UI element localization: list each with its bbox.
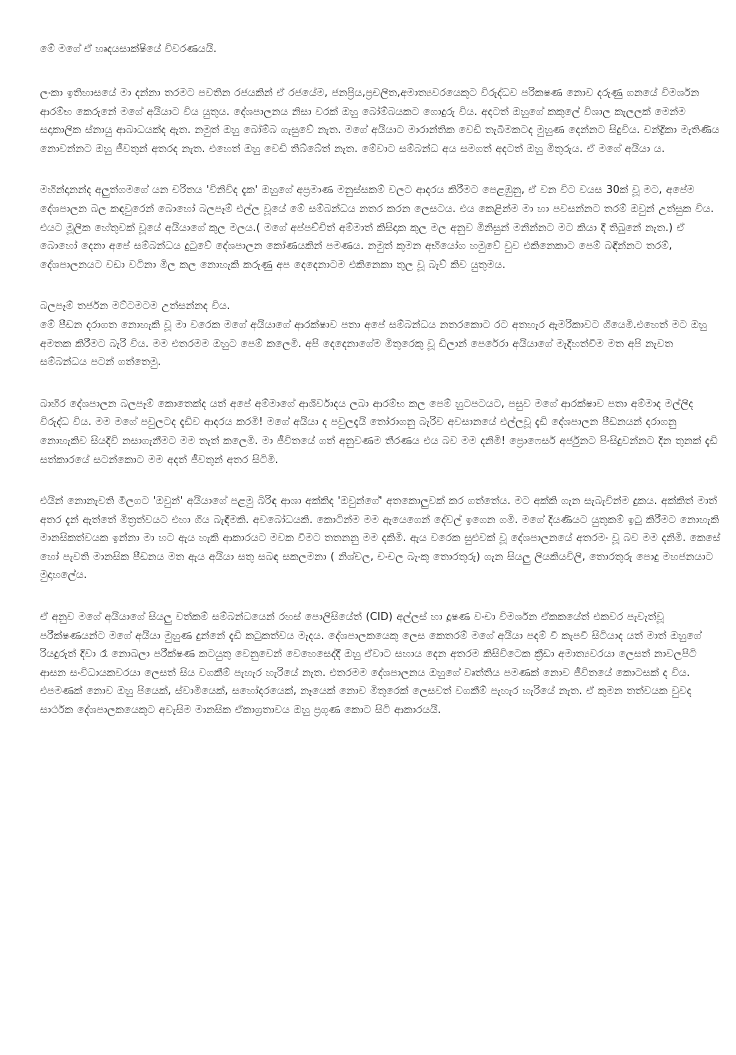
paragraph: ලංකා ඉතිහාසයේ මා දන්නා තරමට පවතින රජයකින් ඒ රජයේම, ජනප්‍රිය,ප්‍රචලිත,අමාත්‍යවරයෙකුට විරුද්ධව පරිකෂණ නොව දරුණු ගනයේ විමර්ශන ආරම්භ කෙරුනේ මගේ අයියාට විය යුතුය. දේශපාලනය නිසා වරක් ඔහු බෝම්බයකට ගොදුරු විය. අදටත් ඔහුගේ කකුලේ විශාල කැලලක් මෙන්ම සදාකාලික ස්නායු ආබාධයක්ද ඇත. නමුත් ඔහු බෝම්බ ගැසුවේ නැත. මගේ අයියාට මාරාන්තික වෙඩි තැබීමකටද මුහුණ දෙන්නට සිදුවිය. චන්ද්‍රිකා මැතිණිය නොවන්නට ඔහු ජීවතුන් අතරද නැත. එහෙත් ඔහු වෙඩි තිබ්බේත් නැත. මේවාට සම්බන්ධ අය සමගත් අදටත් ඔහු මිතුරුය. ඒ මගේ අයියා ය. — [40, 87, 720, 155]
paragraph: එයින් නොනැවති මීලගට 'ඔවුන්' අයියාගේ පළමු බිරිඳ ආශා අක්කිද 'ඔවුන්ගේ' අතකොලුවක් කර ගත්තේය. මට අක්කි ගැන සැබැවින්ම දුකය. අක්කිත් මාත් අතර දැන් ඇත්තේ මිත්‍රත්වයට එහා ගිය බැඳීමකි. අවබෝධයකි. කොටින්ම මම ඇයෙගෙන් දේවල් ඉගෙන ගමි. මගේ දියණියට යුතුකම් ඉටු කිරීමට නොහැකි මානසිකත්වයක ඉන්නා මා හට ඇය හැකි ආකාරයට මවක වීමට තතනනු මම දකිමි. ඇය වරෙක සුළුවක් වූ දේශපාලනයේ අතරමං වූ බව මම දනිමි. කෙසේ හෝ පැවති මානසික පීඩනය මත ඇය අයියා සතු සබඳ සකලමනා ( නිශ්චල, චංචල බැංකු තොරතුරු) ගැන සියලු ලියකියවිලි, තොරතුරු පොදු මහජනයාට මුදාහලේය. — [40, 495, 721, 582]
paragraph: මේ පීඩන දරාගත නොහැකි වූ මා වරෙක මගේ අයියාගේ ආරක්ෂාව පතා අපේ සම්බන්ධය නතරකොට රට අතහැර ඇමරිකාවට ගියෙමි.එහෙත් මට ඔහු අමතක කිරීමට බැරි විය. මම එතරමම ඔහුට පෙම් කලෙමි. අපි දෙදෙනාගේම මිතුරෙකු වූ ඩිලාන් පෙරේරා අයියාගේ මැදිහත්වීම මත අපි නැවත සම්බන්ධය පටන් ගත්තෙමු. — [40, 318, 708, 369]
intro-line: මේ මගේ ඒ හෘදයසාක්ෂියේ විවරණයයි. — [40, 43, 217, 55]
document-page — [40, 42, 722, 743]
paragraph: බාහිර දේශපාලන බලපෑම් කොතෙක්ද යත් අපේ අම්මාගේ ආශිර්වාදය ලබා ආරම්භ කල පෙම් හුටපටයට, පසුව මගේ ආරක්ෂාව පතා අම්මාද මල්ලිද විරුද්ධ විය. මම මගේ පවුලටද දැඩිව ආදරය කරමි! මගේ අයියා ද පවුලදැයි තෝරාගනු බැරිව අවසානයේ එල්ලවූ දැඩි දේශපාලන පීඩනයන් දරාගනු නොහැකිව සියදිවි නසාගැනීමට මම තැත් කලෙමි. මා ජීවිතයේ ගත් අනුවණම තීරණය එය බව මම දනිමි! ප්‍රොෆෙසර් අර්ජුනට පිංසිදුවන්නට දින තුනක් දැඩි සත්කාරයේ සටන්කොට මම අදත් ජීවතුන් අතර සිටිමි. — [40, 397, 718, 466]
paragraph-lead: බලපෑම් තර්ජන මට්ටමටම උත්සන්නද විය. — [40, 300, 231, 313]
paragraph: මහින්දානන්ද අලුත්ගමගේ යන චරිතය 'විනිවිද දැක' ඔහුගේ අප්‍රමාණ මනුස්සකම් වලට ආදරය කිරීමට පෙළඹුනු, ඒ වන විට වයස 30ක් වූ මට, අපේම දේශපාලන බල කඳවුරෙන් බොහෝ බලපෑම් එල්ල වූයේ මේ සම්බන්ධය නතර කරන ලෙසටය. එය කෙළින්ම මා හා පවසන්නට තරම් ඔවුන් උත්සුක විය. එයට මූලික හේතුවක් වූයේ අයියාගේ කුල මලය.( මගේ අප්පච්චිත් අම්මාත් කිසිදාක කුල මල අනුව මිනිසුන් මනින්නට මට කියා දී තිබුනේ නැත.) ඒ බොහෝ දෙනා අපේ සම්බන්ධය දුටුවේ දේශපාලන කෝණයකින් පමණය. නමුත් කුමන අභියෝග හමුවේ වුව එකිනෙකාට පෙම් බඳින්නට තරම්, දේශපාලනයට වඩා වටිනා මිල කල නොහැකි කරුණු අප දෙදෙනාටම එකිනෙකා තුල වූ බැව් කිව යුතුමය. — [40, 184, 714, 271]
paragraph: ඒ අනුව මගේ අයියාගේ සියලු වත්කම් සම්බන්ධයෙන් රහස් පොලිසියේත් (CID) අල්ලස් හා දූෂණ වංචා විමර්ශන ඒකකයේත් එකවර පැවැත්වූ පරීක්ෂණයන්ට මගේ අයියා මුහුණ දුන්නේ දැඩි කටුකත්වය මැදය. දේශපාලකයෙකු ලෙස කෙතරම් මගේ අයියා පදම් වී කැපවී සිටියාද යත් මාත් ඔහුගේ රියදුරුත් දිවා රෑ නොබලා පරීක්ෂණ කටයුතු වෙනුවෙන් වෙහෙසෙද්දී ඔහු ඒවාට සහාය දෙන අතරම කිසිවිටෙක ක්‍රීඩා අමාත්‍යවරයා ලෙසත් නාවලපිටි ආසන සංවිධායකවරයා ලෙසත් සිය වගකීම් පැහැර හැරියේ නැත. එතරමම දේශපාලනය ඔහුගේ වෘත්තිය පමණක් නොව ජීවිතයේ කොටසක් ද විය. එපමණක් නොව ඔහු පියෙක්, ස්වාමියෙක්, සහෝදරයෙක්, නෑයෙක් නොව මිතුරෙක් ලෙසවත් වගකීම් පැහැර හැරියේ නැත. ඒ කුමන තත්වයක වුවද සාර්ථක දේශපාලකයෙකුට අවැසිම මානසික ඒකාග්‍රතාවය ඔහු ප්‍රගුණ කොට සිටි ආකාරයයි. — [40, 611, 702, 717]
